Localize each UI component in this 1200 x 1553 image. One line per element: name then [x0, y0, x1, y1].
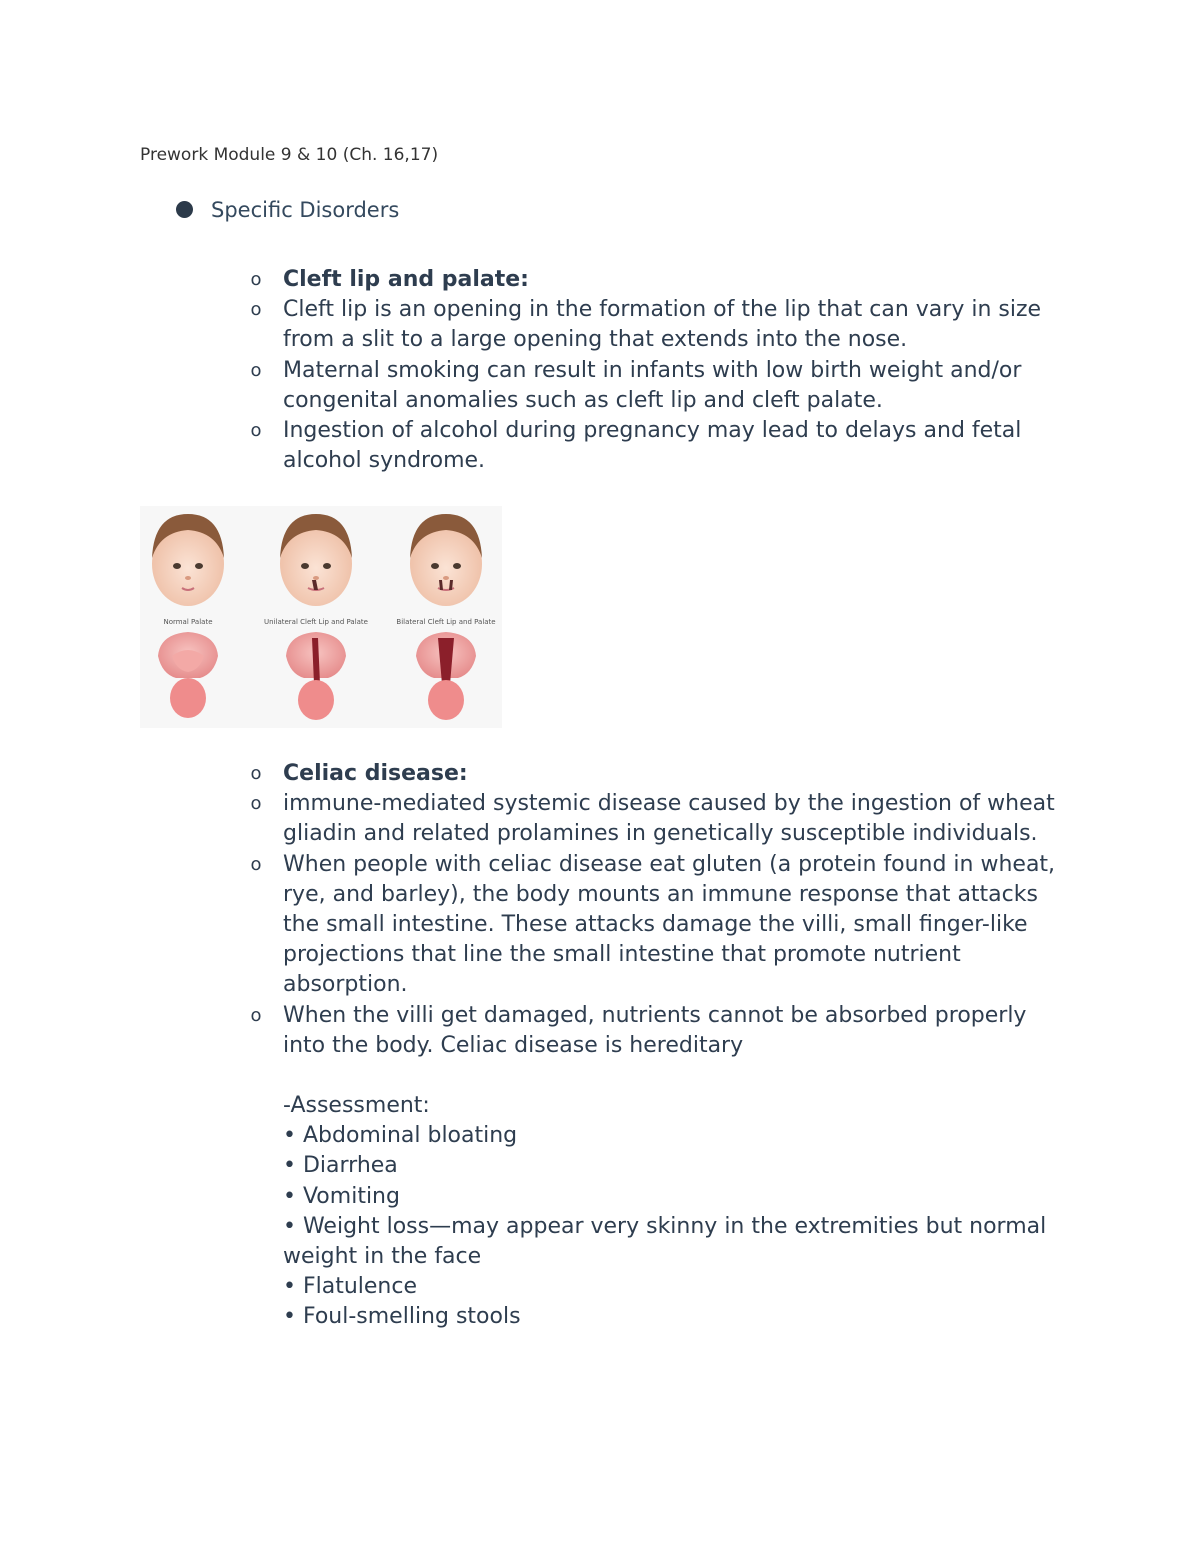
assessment-item: • Weight loss—may appear very skinny in the extremities but normal weight in the face: [283, 1213, 1047, 1270]
assessment-item: • Vomiting: [283, 1183, 400, 1209]
caption-bilateral: Bilateral Cleft Lip and Palate: [396, 618, 496, 626]
list-item-text: When people with celiac disease eat gluten (a protein found in wheat, rye, and barley), the body mounts an immune response that attacks the small intestine. These attacks damage the villi, small finger-like projections that line the small intestine that promote nutrient absorption.: [283, 851, 1056, 998]
assessment-item: • Foul-smelling stools: [283, 1304, 521, 1330]
hollow-circle-bullet-icon: o: [250, 853, 262, 875]
list-item: [246, 789, 1066, 849]
cleft-list: [246, 265, 1066, 476]
hollow-circle-bullet-icon: o: [250, 299, 262, 321]
list-item: [246, 265, 1066, 295]
list-item: [246, 759, 1066, 789]
list-item-text: immune-mediated systemic disease caused by the ingestion of wheat gliadin and related prolamines in genetically susceptible individuals.: [283, 791, 1055, 847]
caption-unilateral: Unilateral Cleft Lip and Palate: [264, 618, 368, 626]
list-item: [246, 1001, 1066, 1061]
list-item: [246, 295, 1066, 355]
baby-face-bilateral: [410, 514, 482, 606]
list-item: [246, 356, 1066, 416]
hollow-circle-bullet-icon: o: [250, 269, 262, 290]
celiac-heading: Celiac disease:: [283, 761, 468, 786]
cleft-palate-diagram: [140, 506, 502, 728]
hollow-circle-bullet-icon: o: [250, 1004, 262, 1026]
list-item-text: When the villi get damaged, nutrients cannot be absorbed properly into the body. Celiac disease is hereditary: [283, 1002, 1027, 1058]
cleft-palate-illustration: [140, 506, 502, 728]
list-item-text: Maternal smoking can result in infants with low birth weight and/or congenital anomalies such as cleft lip and cleft palate.: [283, 357, 1022, 413]
caption-normal: Normal Palate: [163, 618, 213, 626]
filled-circle-bullet-icon: [176, 201, 193, 218]
list-item: [246, 850, 1066, 1001]
assessment-item: • Flatulence: [283, 1274, 418, 1300]
list-item-text: Cleft lip is an opening in the formation of the lip that can vary in size from a slit to a large opening that extends into the nose.: [283, 297, 1042, 353]
section-heading: [176, 198, 399, 222]
assessment-item: • Diarrhea: [283, 1153, 398, 1179]
assessment-title: -Assessment:: [283, 1093, 430, 1119]
section-heading-text: Specific Disorders: [211, 198, 400, 222]
hollow-circle-bullet-icon: o: [250, 420, 262, 442]
baby-face-normal: [152, 514, 224, 606]
palate-bilateral: [416, 632, 476, 720]
hollow-circle-bullet-icon: o: [250, 763, 262, 784]
list-item-text: Ingestion of alcohol during pregnancy may lead to delays and fetal alcohol syndrome.: [283, 418, 1022, 474]
cleft-heading: Cleft lip and palate:: [283, 267, 529, 292]
document-header: Prework Module 9 & 10 (Ch. 16,17): [140, 145, 439, 165]
palate-normal: [158, 632, 218, 718]
spacer: [246, 1061, 1066, 1091]
hollow-circle-bullet-icon: o: [250, 359, 262, 381]
palate-unilateral: [286, 632, 346, 720]
assessment-item: • Abdominal bloating: [283, 1123, 518, 1149]
celiac-list: [246, 759, 1066, 1333]
hollow-circle-bullet-icon: o: [250, 793, 262, 815]
list-item: [246, 416, 1066, 476]
baby-face-unilateral: [280, 514, 352, 606]
